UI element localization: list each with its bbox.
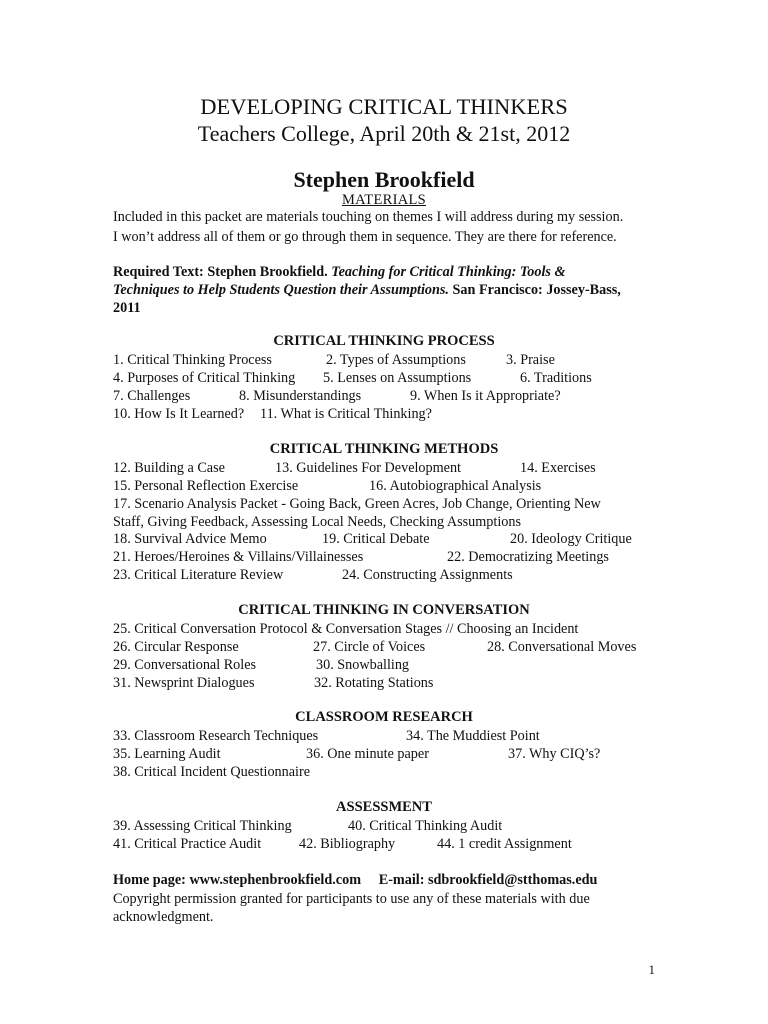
required-text-title-2: Techniques to Help Students Question their Assumptions. xyxy=(113,282,449,298)
list-item: 1. Critical Thinking Process xyxy=(113,352,272,368)
section-heading-process: CRITICAL THINKING PROCESS xyxy=(273,333,495,349)
list-row xyxy=(113,763,673,781)
list-row xyxy=(113,638,673,656)
list-item: 24. Constructing Assignments xyxy=(342,567,513,583)
list-item: 5. Lenses on Assumptions xyxy=(323,370,472,386)
list-item: 30. Snowballing xyxy=(316,657,410,673)
document-subtitle: Teachers College, April 20th & 21st, 2012 xyxy=(197,121,571,146)
copyright-line-2: acknowledgment. xyxy=(113,909,214,925)
list-item: 3. Praise xyxy=(506,352,555,368)
list-row xyxy=(113,548,673,566)
list-item: 28. Conversational Moves xyxy=(487,639,637,655)
list-row xyxy=(113,459,673,477)
intro-line-2: I won’t address all of them or go through them in sequence. They are there for reference. xyxy=(113,229,617,245)
list-row xyxy=(113,405,673,423)
required-text-line-1 xyxy=(113,263,673,281)
list-item: 18. Survival Advice Memo xyxy=(113,531,267,547)
list-row xyxy=(113,656,673,674)
list-item: 19. Critical Debate xyxy=(322,531,430,547)
section-heading-assessment: ASSESSMENT xyxy=(336,799,432,815)
required-text-year: 2011 xyxy=(113,300,141,316)
list-row xyxy=(113,513,673,531)
materials-heading: MATERIALS xyxy=(341,192,427,208)
list-row xyxy=(113,817,673,835)
required-text-line-2 xyxy=(113,281,673,299)
section-heading-research: CLASSROOM RESEARCH xyxy=(295,709,473,725)
section-heading-methods: CRITICAL THINKING METHODS xyxy=(269,441,499,457)
list-item: 7. Challenges xyxy=(113,388,191,404)
list-item: 39. Assessing Critical Thinking xyxy=(113,818,292,834)
list-item: 40. Critical Thinking Audit xyxy=(348,818,503,834)
list-item: 15. Personal Reflection Exercise xyxy=(113,478,299,494)
list-row xyxy=(113,674,673,692)
required-text-prefix: Required Text: Stephen Brookfield. xyxy=(113,264,328,280)
list-item: 2. Types of Assumptions xyxy=(326,352,466,368)
list-item: 26. Circular Response xyxy=(113,639,239,655)
list-row xyxy=(113,745,673,763)
required-text-publisher: San Francisco: Jossey-Bass, xyxy=(452,282,621,298)
list-row xyxy=(113,387,673,405)
list-item: 12. Building a Case xyxy=(113,460,225,476)
list-item: 31. Newsprint Dialogues xyxy=(113,675,255,691)
list-item: 34. The Muddiest Point xyxy=(406,728,540,744)
list-item: 11. What is Critical Thinking? xyxy=(260,406,432,422)
document-title: DEVELOPING CRITICAL THINKERS xyxy=(200,94,568,119)
list-item: 29. Conversational Roles xyxy=(113,657,257,673)
list-row xyxy=(113,530,673,548)
list-item: 44. 1 credit Assignment xyxy=(437,836,572,852)
list-item: 17. Scenario Analysis Packet - Going Back, Green Acres, Job Change, Orienting New xyxy=(113,496,601,512)
list-row xyxy=(113,620,673,638)
list-row xyxy=(113,495,673,513)
list-item: 4. Purposes of Critical Thinking xyxy=(113,370,296,386)
list-item: 32. Rotating Stations xyxy=(314,675,434,691)
list-item: 41. Critical Practice Audit xyxy=(113,836,262,852)
list-item: Staff, Giving Feedback, Assessing Local Needs, Checking Assumptions xyxy=(113,514,521,530)
list-row xyxy=(113,566,673,584)
author-name: Stephen Brookfield xyxy=(293,167,475,192)
list-item: 25. Critical Conversation Protocol & Conversation Stages // Choosing an Incident xyxy=(113,621,579,637)
list-row xyxy=(113,351,673,369)
page-number: 1 xyxy=(648,962,655,977)
list-item: 23. Critical Literature Review xyxy=(113,567,284,583)
list-item: 10. How Is It Learned? xyxy=(113,406,245,422)
list-item: 37. Why CIQ’s? xyxy=(508,746,601,762)
list-row xyxy=(113,835,673,853)
list-row xyxy=(113,727,673,745)
intro-line-1: Included in this packet are materials touching on themes I will address during my session. xyxy=(113,209,624,225)
copyright-line-1: Copyright permission granted for participants to use any of these materials with due xyxy=(113,891,590,907)
list-item: 35. Learning Audit xyxy=(113,746,221,762)
list-item: 20. Ideology Critique xyxy=(510,531,632,547)
list-item: 21. Heroes/Heroines & Villains/Villainesses xyxy=(113,549,364,565)
list-item: 8. Misunderstandings xyxy=(239,388,362,404)
list-item: 14. Exercises xyxy=(520,460,596,476)
list-item: 33. Classroom Research Techniques xyxy=(113,728,319,744)
list-row xyxy=(113,369,673,387)
list-row xyxy=(113,477,673,495)
list-item: 13. Guidelines For Development xyxy=(275,460,461,476)
list-item: 42. Bibliography xyxy=(299,836,396,852)
list-item: 27. Circle of Voices xyxy=(313,639,426,655)
list-item: 16. Autobiographical Analysis xyxy=(369,478,542,494)
list-item: 22. Democratizing Meetings xyxy=(447,549,609,565)
list-item: 6. Traditions xyxy=(520,370,592,386)
section-heading-conversation: CRITICAL THINKING IN CONVERSATION xyxy=(238,602,530,618)
required-text-title-1: Teaching for Critical Thinking: Tools & xyxy=(331,264,566,280)
list-item: 36. One minute paper xyxy=(306,746,429,762)
contact-line: Home page: www.stephenbrookfield.com E-mail: sdbrookfield@stthomas.edu xyxy=(113,872,598,888)
list-item: 9. When Is it Appropriate? xyxy=(410,388,561,404)
list-item: 38. Critical Incident Questionnaire xyxy=(113,764,310,780)
